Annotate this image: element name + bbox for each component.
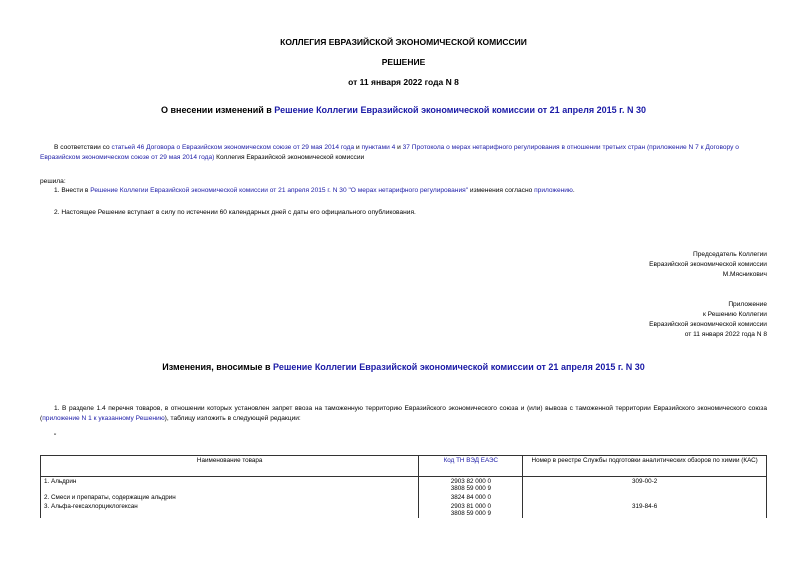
change-1-paragraph: [40, 404, 767, 424]
document-type: РЕШЕНИЕ: [381, 57, 426, 67]
table-header-row: [41, 456, 767, 477]
row-1-cas: 309-00-2: [523, 477, 767, 494]
points-4-link[interactable]: пунктами 4: [361, 144, 396, 151]
item-2-paragraph: 2. Настоящее Решение вступает в силу по истечении 60 календарных дней с даты его официального опубликования.: [54, 209, 416, 216]
goods-table: [40, 455, 767, 518]
item-1-text-2: изменения согласно: [468, 187, 535, 194]
row-3-cas: 319-84-6: [523, 502, 767, 518]
change-1-text-2: ), таблицу изложить в следующей редакции:: [164, 415, 301, 422]
document-date-number: от 11 января 2022 года N 8: [348, 77, 459, 87]
row-1-code-2: 3808 59 000 9: [450, 485, 491, 492]
row-1-name: 1. Альдрин: [41, 477, 419, 494]
row-2-name: 2. Смеси и препараты, содержащие альдрин: [41, 493, 419, 502]
appendix-ref-line-1: Приложение: [728, 301, 767, 308]
table-row: [41, 477, 767, 494]
appendix-ref-line-3: Евразийской экономической комиссии: [649, 321, 767, 328]
signature-position: Председатель Коллегии: [693, 251, 767, 258]
decision-30-link[interactable]: Решение Коллегии Евразийской экономической комиссии от 21 апреля 2015 г. N 30 "О мерах нетарифного регулирования": [90, 187, 469, 194]
appendix-ref-line-2: к Решению Коллегии: [702, 311, 767, 318]
appendix-reference: [649, 300, 767, 340]
decided-label: решила:: [40, 178, 66, 185]
item-1-text-3: .: [572, 187, 575, 194]
treaty-article-46-link[interactable]: статьей 46 Договора о Евразийском экономическом союзе от 29 мая 2014 года: [111, 144, 355, 151]
quote-mark: ": [54, 433, 57, 440]
preamble-text-2: и: [354, 144, 362, 151]
header-goods-name: Наименование товара: [41, 456, 419, 477]
row-3-codes: [419, 502, 523, 518]
title-decision-link[interactable]: Решение Коллегии Евразийской экономической комиссии от 21 апреля 2015 г. N 30: [274, 105, 646, 115]
signature-name: М.Мясникович: [722, 271, 767, 278]
header-cas-number: Номер в реестре Службы подготовки аналитических обзоров по химии (КАС): [523, 456, 767, 477]
signature-block: [649, 250, 767, 280]
change-1-text-1: 1. В разделе 1.4 перечня товаров, в отношении которых установлен запрет ввоза на таможенную территорию Евразийского экономического союза и (или) вывоза с таможенной территории Евразийского экономического союза (: [40, 405, 767, 422]
row-3-code-1: 2903 81 000 0: [450, 503, 491, 510]
row-3-code-2: 3808 59 000 9: [450, 510, 491, 517]
appendix-link[interactable]: приложению: [534, 187, 573, 194]
changes-title: [0, 362, 807, 372]
item-1-paragraph: [54, 186, 767, 196]
title-prefix: О внесении изменений в: [161, 105, 275, 115]
protocol-37-link[interactable]: 37 Протокола о мерах нетарифного регулирования в отношении третьих стран (приложение N 7 к Договору о Евразийском экономическом союзе от 29 мая 2014 года): [40, 144, 739, 161]
appendix-1-link[interactable]: приложение N 1 к указанному Решению: [42, 415, 165, 422]
organization-heading: КОЛЛЕГИЯ ЕВРАЗИЙСКОЙ ЭКОНОМИЧЕСКОЙ КОМИССИИ: [280, 37, 527, 47]
row-1-code-1: 2903 82 000 0: [450, 478, 491, 485]
changes-decision-link[interactable]: Решение Коллегии Евразийской экономической комиссии от 21 апреля 2015 г. N 30: [273, 362, 645, 372]
table-row: [41, 502, 767, 518]
preamble-text-4: Коллегия Евразийской экономической комиссии: [214, 154, 365, 161]
preamble-paragraph: [40, 143, 767, 163]
row-2-codes: [419, 493, 523, 502]
item-1-text-1: 1. Внести в: [54, 187, 91, 194]
table-row: [41, 493, 767, 502]
row-2-code-1: 3824 84 000 0: [450, 494, 491, 501]
preamble-text-3: и: [395, 144, 403, 151]
header-tnved-code[interactable]: Код ТН ВЭД ЕАЭС: [419, 456, 523, 477]
preamble-text-1: В соответствии со: [54, 144, 112, 151]
document-title: [0, 105, 807, 115]
row-1-codes: [419, 477, 523, 494]
appendix-ref-line-4: от 11 января 2022 года N 8: [684, 331, 767, 338]
changes-title-prefix: Изменения, вносимые в: [162, 362, 274, 372]
row-2-cas: [523, 493, 767, 502]
signature-organization: Евразийской экономической комиссии: [649, 261, 767, 268]
row-3-name: 3. Альфа-гексахлорциклогексан: [41, 502, 419, 518]
